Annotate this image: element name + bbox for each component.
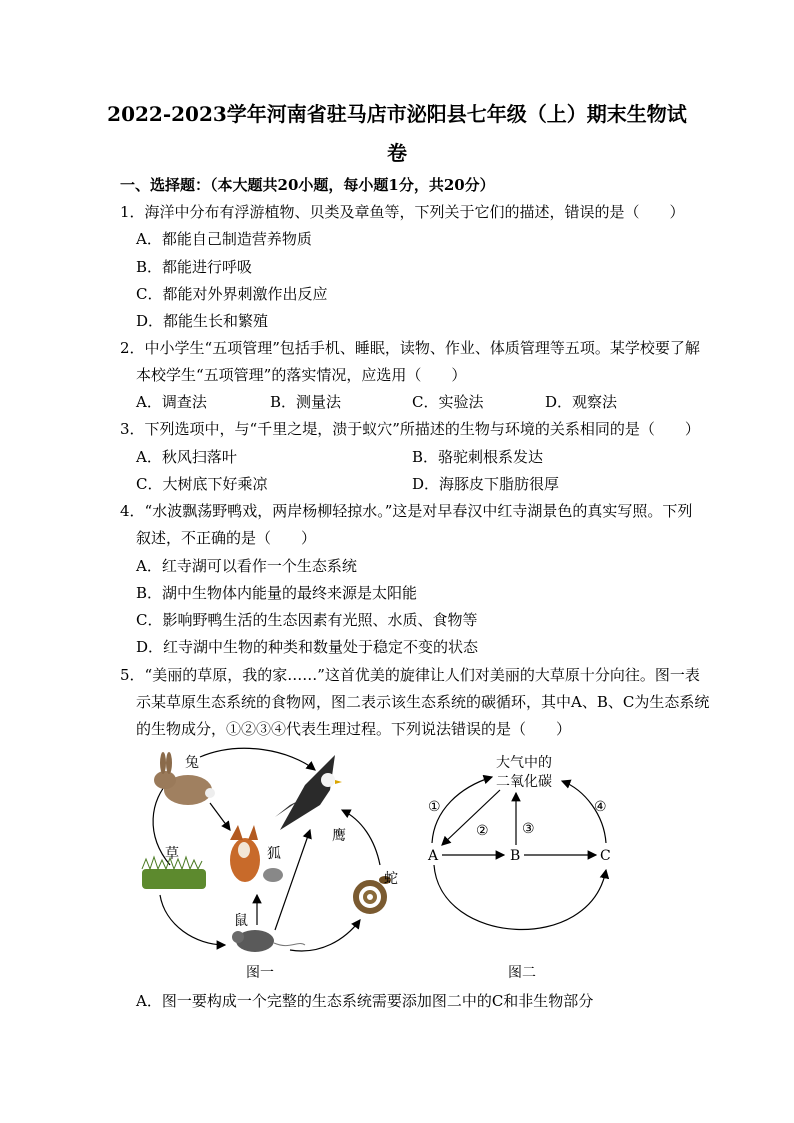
question-5-stem-line1: 5．“美丽的草原，我的家……”这首优美的旋律让人们对美丽的大草原十分向往。图一表	[120, 666, 700, 684]
co2-label-line2: 二氧化碳	[496, 774, 552, 790]
question-2-stem-line1: 2．中小学生“五项管理”包括手机、睡眠，读物、作业、体质管理等五项。某学校要了解	[120, 339, 700, 357]
label-fox: 狐	[267, 846, 281, 862]
question-4-option-b: B．湖中生物体内能量的最终来源是太阳能	[136, 584, 418, 602]
question-1-option-c: C．都能对外界刺激作出反应	[136, 285, 328, 303]
question-3-option-b: B．骆驼刺根系发达	[412, 448, 544, 466]
carbon-cycle-figure	[420, 745, 630, 990]
question-3-option-d: D．海豚皮下脂肪很厚	[412, 475, 560, 493]
question-1-option-b: B．都能进行呼吸	[136, 258, 253, 276]
process-4: ④	[594, 799, 607, 815]
question-1-option-d: D．都能生长和繁殖	[136, 312, 269, 330]
question-5-stem-line2: 示某草原生态系统的食物网，图二表示该生态系统的碳循环，其中A、B、C为生态系统	[136, 693, 710, 711]
eagle-icon	[275, 755, 342, 830]
question-2-option-c: C．实验法	[412, 393, 484, 411]
mouse-icon	[232, 930, 305, 952]
question-1-option-a: A．都能自己制造营养物质	[136, 230, 312, 248]
label-snake: 蛇	[384, 871, 398, 887]
question-4-option-a: A．红寺湖可以看作一个生态系统	[136, 557, 357, 575]
node-a: A	[428, 848, 439, 864]
page-title-line1: 2022-2023学年河南省驻马店市泌阳县七年级（上）期末生物试	[107, 102, 687, 126]
question-5-option-a: A．图一要构成一个完整的生态系统需要添加图二中的C和非生物部分	[136, 992, 594, 1010]
food-web-figure	[130, 745, 420, 990]
question-4-stem-line1: 4．“水波飘荡野鸭戏，两岸杨柳轻掠水。”这是对早春汉中红寺湖景色的真实写照。下列	[120, 502, 693, 520]
figure-2-caption: 图二	[508, 965, 536, 981]
label-rabbit: 兔	[185, 755, 199, 771]
figure-1-caption: 图一	[246, 965, 274, 981]
question-3-option-a: A．秋风扫落叶	[136, 448, 237, 466]
label-grass: 草	[165, 846, 179, 862]
question-2-option-a: A．调查法	[136, 393, 207, 411]
process-1: ①	[428, 799, 441, 815]
label-mouse: 鼠	[234, 913, 248, 929]
question-5-stem-line3: 的生物成分，①②③④代表生理过程。下列说法错误的是（ ）	[136, 720, 572, 738]
co2-label-line1: 大气中的	[496, 755, 552, 771]
section-heading: 一、选择题：（本大题共20小题，每小题1分，共20分）	[120, 176, 495, 194]
question-3-stem: 3．下列选项中，与“千里之堤，溃于蚁穴”所描述的生物与环境的关系相同的是（ ）	[120, 420, 700, 438]
page-title-line2: 卷	[387, 141, 407, 165]
question-3-option-c: C．大树底下好乘凉	[136, 475, 268, 493]
process-2: ②	[476, 823, 489, 839]
question-1-stem: 1．海洋中分布有浮游植物、贝类及章鱼等，下列关于它们的描述，错误的是（ ）	[120, 203, 685, 221]
node-b: B	[510, 848, 521, 864]
question-2-option-b: B．测量法	[270, 393, 342, 411]
label-eagle: 鹰	[332, 828, 346, 844]
question-4-stem-line2: 叙述，不正确的是（ ）	[136, 529, 317, 547]
process-3: ③	[522, 821, 535, 837]
question-2-stem-line2: 本校学生“五项管理”的落实情况，应选用（ ）	[136, 366, 467, 384]
node-c: C	[600, 848, 611, 864]
question-4-option-d: D．红寺湖中生物的种类和数量处于稳定不变的状态	[136, 638, 479, 656]
question-4-option-c: C．影响野鸭生活的生态因素有光照、水质、食物等	[136, 611, 478, 629]
question-2-option-d: D．观察法	[545, 393, 618, 411]
